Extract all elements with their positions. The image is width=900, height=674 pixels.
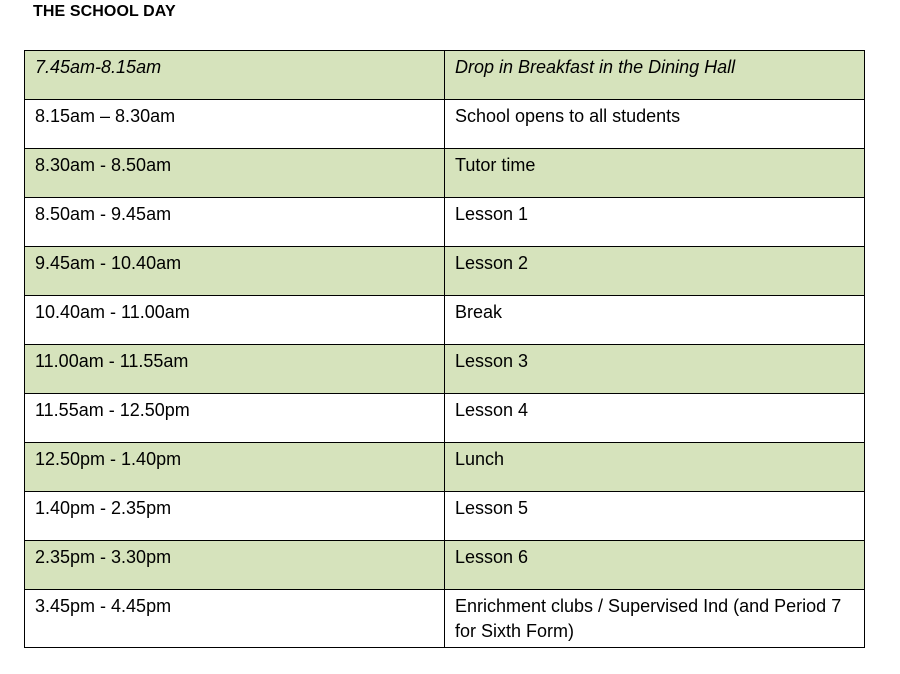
activity-cell: Lesson 1 bbox=[445, 198, 865, 247]
activity-cell: Lesson 3 bbox=[445, 345, 865, 394]
table-row bbox=[25, 443, 865, 492]
table-row bbox=[25, 51, 865, 100]
time-cell: 12.50pm - 1.40pm bbox=[25, 443, 445, 492]
activity-cell: Lunch bbox=[445, 443, 865, 492]
time-cell: 9.45am - 10.40am bbox=[25, 247, 445, 296]
activity-cell: Lesson 4 bbox=[445, 394, 865, 443]
table-row bbox=[25, 100, 865, 149]
activity-cell: Break bbox=[445, 296, 865, 345]
time-cell: 1.40pm - 2.35pm bbox=[25, 492, 445, 541]
activity-cell: Lesson 5 bbox=[445, 492, 865, 541]
time-cell: 3.45pm - 4.45pm bbox=[25, 590, 445, 648]
time-cell: 8.15am – 8.30am bbox=[25, 100, 445, 149]
table-row bbox=[25, 149, 865, 198]
activity-cell: Lesson 2 bbox=[445, 247, 865, 296]
time-cell: 7.45am-8.15am bbox=[25, 51, 445, 100]
schedule-table bbox=[24, 50, 865, 648]
table-row bbox=[25, 541, 865, 590]
activity-cell: Drop in Breakfast in the Dining Hall bbox=[445, 51, 865, 100]
table-row bbox=[25, 394, 865, 443]
activity-cell: Enrichment clubs / Supervised Ind (and Period 7 for Sixth Form) bbox=[445, 590, 865, 648]
page-title: THE SCHOOL DAY bbox=[33, 3, 176, 20]
activity-cell: Lesson 6 bbox=[445, 541, 865, 590]
table-row bbox=[25, 296, 865, 345]
time-cell: 8.50am - 9.45am bbox=[25, 198, 445, 247]
activity-cell: Tutor time bbox=[445, 149, 865, 198]
activity-cell: School opens to all students bbox=[445, 100, 865, 149]
table-row bbox=[25, 247, 865, 296]
table-row bbox=[25, 492, 865, 541]
time-cell: 11.55am - 12.50pm bbox=[25, 394, 445, 443]
time-cell: 2.35pm - 3.30pm bbox=[25, 541, 445, 590]
table-row bbox=[25, 198, 865, 247]
time-cell: 10.40am - 11.00am bbox=[25, 296, 445, 345]
table-row bbox=[25, 590, 865, 648]
table-row bbox=[25, 345, 865, 394]
time-cell: 11.00am - 11.55am bbox=[25, 345, 445, 394]
time-cell: 8.30am - 8.50am bbox=[25, 149, 445, 198]
